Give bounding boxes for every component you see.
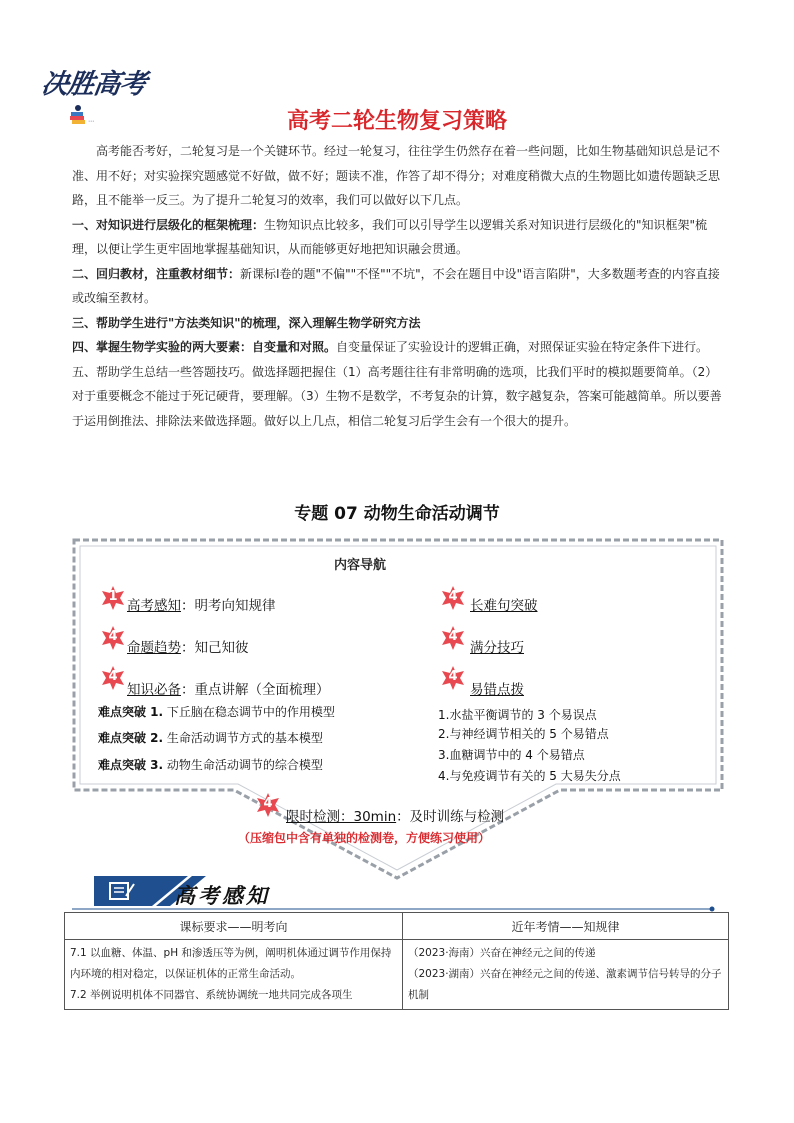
nav-item-knowledge[interactable] <box>127 678 330 698</box>
error-item-2[interactable]: 2.与神经调节相关的 5 个易错点 <box>438 727 609 741</box>
nav-item-label: 易错点拨 <box>470 682 524 698</box>
table-cell-text: 7.1 以血糖、体温、pH 和渗透压等为例，阐明机体通过调节作用保持内环境的相对稳定，以保证机体的正常生命活动。 <box>70 947 392 980</box>
nav-item-desc: ：重点讲解（全面梳理） <box>181 682 330 698</box>
requirements-table <box>64 912 729 1010</box>
breakthrough-lead: 难点突破 3. <box>98 758 164 772</box>
error-item-4[interactable]: 4.与免疫调节有关的 5 大易失分点 <box>438 769 621 783</box>
topic-title: 专题 07 动物生命活动调节 <box>294 504 500 524</box>
timed-desc: ：及时训练与检测 <box>396 809 505 825</box>
badge-number: 4 <box>108 669 118 684</box>
nav-item-label: 命题趋势 <box>127 640 181 656</box>
badge-number: 4 <box>448 589 458 604</box>
breakthrough-lead: 难点突破 1. <box>98 705 164 719</box>
point-rest: 新课标Ⅰ卷的题"不偏""不怪""不坑"，不会在题目中设"语言陷阱"，大多数题考查的内容直接或改编至教材。 <box>72 266 720 305</box>
breakthrough-text: 动物生命活动调节的综合模型 <box>163 758 323 772</box>
point-lead: 三、帮助学生进行"方法类知识"的梳理，深入理解生物学研究方法 <box>72 315 421 330</box>
point-lead: 二、回归教材，注重教材细节： <box>72 266 241 281</box>
breakthrough-3[interactable] <box>98 756 323 773</box>
badge-number: 4 <box>263 796 273 811</box>
error-item-1[interactable]: 1.水盐平衡调节的 3 个易误点 <box>438 708 597 722</box>
badge-number: 4 <box>108 629 118 644</box>
breakthrough-2[interactable] <box>98 729 323 746</box>
badge-number: 4 <box>448 629 458 644</box>
point-lead: 一、对知识进行层级化的框架梳理： <box>72 217 265 232</box>
section-title: 高考感知 <box>174 883 270 908</box>
nav-item-trend[interactable] <box>127 636 249 656</box>
nav-item-label: 长难句突破 <box>470 598 538 614</box>
badge-number: 1 <box>108 589 118 604</box>
section-header-banner <box>72 872 722 912</box>
nav-item-label: 满分技巧 <box>470 640 524 656</box>
table-header: 课标要求——明考向 <box>65 913 403 940</box>
nav-item-label: 知识必备 <box>127 682 181 698</box>
timed-label: 限时检测：30min <box>286 809 397 825</box>
main-title: 高考二轮生物复习策略 <box>286 109 507 134</box>
table-cell-text: （2023·湖南）兴奋在神经元之间的传递、激素调节信号转导的分子机制 <box>408 968 722 1001</box>
logo-text: 决胜高考 <box>39 69 148 100</box>
table-cell-right <box>403 940 729 1010</box>
breakthrough-text: 生命活动调节方式的基本模型 <box>163 731 323 745</box>
nav-item-label: 高考感知 <box>127 598 181 614</box>
nav-item-errors[interactable] <box>470 678 524 698</box>
table-header: 近年考情——知规律 <box>403 913 729 940</box>
nav-title: 内容导航 <box>333 558 386 573</box>
svg-text:⋯: ⋯ <box>88 118 94 125</box>
point-rest: 生物知识点比较多，我们可以引导学生以逻辑关系对知识进行层级化的"知识框架"梳理，以便让学生更牢固地掌握基础知识，从而能够更好地把知识融会贯通。 <box>72 217 708 256</box>
intro-paragraph: 高考能否考好，二轮复习是一个关键环节。经过一轮复习，往往学生仍然存在着一些问题，比如生物基础知识总是记不准、用不好；对实验探究题感觉不好做，做不好；题读不准，作答了却不得分；对难度稍微大点的生物题比如遗传题缺乏思路，且不能举一反三。为了提升二轮复习的效率，我们可以做好以下几点。 <box>72 144 721 207</box>
nav-item-desc: ：知己知彼 <box>181 640 249 656</box>
point-rest: 自变量保证了实验设计的逻辑正确，对照保证实验在特定条件下进行。 <box>336 340 709 354</box>
nav-item-desc: ：明考向知规律 <box>181 598 276 614</box>
table-header-row <box>65 913 729 940</box>
breakthrough-text: 下丘脑在稳态调节中的作用模型 <box>163 705 335 719</box>
badge-number: 4 <box>448 669 458 684</box>
nav-item-long-sentences[interactable] <box>470 594 538 614</box>
breakthrough-1[interactable] <box>98 703 335 720</box>
breakthrough-lead: 难点突破 2. <box>98 731 164 745</box>
error-item-3[interactable]: 3.血糖调节中的 4 个易错点 <box>438 748 585 762</box>
table-cell-text: （2023·海南）兴奋在神经元之间的传递 <box>408 947 596 959</box>
table-cell-left <box>65 940 403 1010</box>
nav-item-skills[interactable] <box>470 636 524 656</box>
point-lead: 四、掌握生物学实验的两大要素：自变量和对照。 <box>72 340 337 354</box>
nav-item-gaokao[interactable] <box>127 594 276 614</box>
point-rest: 五、帮助学生总结一些答题技巧。做选择题把握住（1）高考题往往有非常明确的选项，比我们平时的模拟题要简单。（2）对于重要概念不能过于死记硬背，要理解。（3）生物不是数学，不考复杂的计算，数字越复杂，答案可能越简单。所以要善于运用倒推法、排除法来做选择题。做好以上几点，相信二轮复习后学生会有一个很大的提升。 <box>72 364 722 428</box>
nav-item-timed-test[interactable] <box>286 805 504 825</box>
table-cell-text: 7.2 举例说明机体不同器官、系统协调统一地共同完成各项生 <box>70 989 353 1001</box>
download-note: （压缩包中含有单独的检测卷，方便练习使用） <box>238 831 491 845</box>
table-row <box>65 940 729 1010</box>
